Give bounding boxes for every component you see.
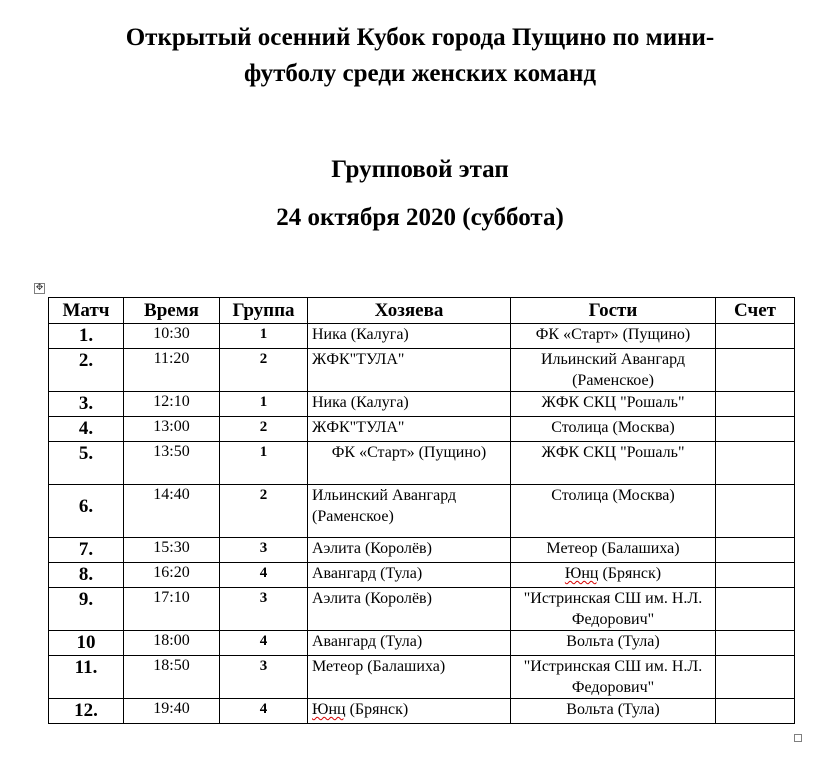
table-row [49,485,795,538]
title-line-1: Открытый осенний Кубок города Пущино по мини- [125,24,715,51]
match-number: 9. [49,588,124,631]
home-team: Аэлита (Королёв) [308,588,511,631]
table-row [49,588,795,631]
match-group: 4 [220,563,308,588]
move-arrows-icon[interactable]: ✥ [35,283,44,293]
match-time: 10:30 [124,324,220,349]
header-time: Время [124,298,220,324]
score-cell[interactable] [716,563,795,588]
header-group: Группа [220,298,308,324]
home-team: ФК «Старт» (Пущино) [308,442,511,485]
score-cell[interactable] [716,442,795,485]
table-row [49,349,795,392]
score-cell[interactable] [716,485,795,538]
match-time: 13:00 [124,417,220,442]
header-away: Гости [511,298,716,324]
spellcheck-flagged-word: Юнц [564,565,599,582]
home-team: Метеор (Балашиха) [308,656,511,699]
away-team: "Истринская СШ им. Н.Л. Федорович" [511,656,716,699]
away-team: Столица (Москва) [511,485,716,538]
match-group: 1 [220,442,308,485]
score-cell[interactable] [716,538,795,563]
away-team: Ильинский Авангард (Раменское) [511,349,716,392]
resize-square-icon[interactable] [794,734,802,742]
date-heading: 24 октября 2020 (суббота) [276,204,564,231]
table-row [49,324,795,349]
match-number: 2. [49,349,124,392]
match-group: 1 [220,324,308,349]
match-number: 4. [49,417,124,442]
score-cell[interactable] [716,588,795,631]
score-cell[interactable] [716,392,795,417]
match-group: 3 [220,588,308,631]
away-team-city: (Брянск) [598,565,662,582]
schedule-table [48,297,795,724]
home-team: ЖФК"ТУЛА" [308,349,511,392]
table-row [49,392,795,417]
score-cell[interactable] [716,656,795,699]
match-number: 7. [49,538,124,563]
match-group: 3 [220,656,308,699]
table-row [49,631,795,656]
home-team: Авангард (Тула) [308,563,511,588]
stage-heading: Групповой этап [331,156,509,183]
match-time: 14:40 [124,485,220,538]
match-number: 3. [49,392,124,417]
home-team [308,699,511,724]
match-number: 8. [49,563,124,588]
away-team: Вольта (Тула) [511,699,716,724]
score-cell[interactable] [716,349,795,392]
away-team: ЖФК СКЦ "Рошаль" [511,442,716,485]
header-home: Хозяева [308,298,511,324]
match-number: 12. [49,699,124,724]
match-group: 2 [220,417,308,442]
match-group: 3 [220,538,308,563]
match-time: 11:20 [124,349,220,392]
table-row [49,699,795,724]
match-group: 1 [220,392,308,417]
away-team: "Истринская СШ им. Н.Л. Федорович" [511,588,716,631]
score-cell[interactable] [716,417,795,442]
match-group: 4 [220,631,308,656]
table-row [49,563,795,588]
score-cell[interactable] [716,631,795,656]
home-team: Ильинский Авангард (Раменское) [308,485,511,538]
match-number: 1. [49,324,124,349]
home-team: Ника (Калуга) [308,324,511,349]
match-time: 13:50 [124,442,220,485]
table-row [49,656,795,699]
score-cell[interactable] [716,699,795,724]
home-team: Ника (Калуга) [308,392,511,417]
away-team: ФК «Старт» (Пущино) [511,324,716,349]
header-score: Счет [716,298,795,324]
match-group: 2 [220,349,308,392]
score-cell[interactable] [716,324,795,349]
away-team: ЖФК СКЦ "Рошаль" [511,392,716,417]
match-group: 4 [220,699,308,724]
match-number: 6. [49,485,124,538]
away-team: Метеор (Балашиха) [511,538,716,563]
match-time: 18:50 [124,656,220,699]
home-team: ЖФК"ТУЛА" [308,417,511,442]
match-number: 10 [49,631,124,656]
match-time: 18:00 [124,631,220,656]
match-number: 5. [49,442,124,485]
table-header-row [49,298,795,324]
table-row [49,442,795,485]
away-team: Вольта (Тула) [511,631,716,656]
away-team [511,563,716,588]
home-team-city: (Брянск) [345,701,409,718]
match-time: 12:10 [124,392,220,417]
title-line-2: футболу среди женских команд [243,60,597,87]
home-team: Авангард (Тула) [308,631,511,656]
table-row [49,538,795,563]
header-match: Матч [49,298,124,324]
match-time: 15:30 [124,538,220,563]
match-time: 17:10 [124,588,220,631]
match-group: 2 [220,485,308,538]
away-team: Столица (Москва) [511,417,716,442]
home-team: Аэлита (Королёв) [308,538,511,563]
match-time: 16:20 [124,563,220,588]
match-number: 11. [49,656,124,699]
match-time: 19:40 [124,699,220,724]
table-row [49,417,795,442]
spellcheck-flagged-word: Юнц [312,701,346,718]
